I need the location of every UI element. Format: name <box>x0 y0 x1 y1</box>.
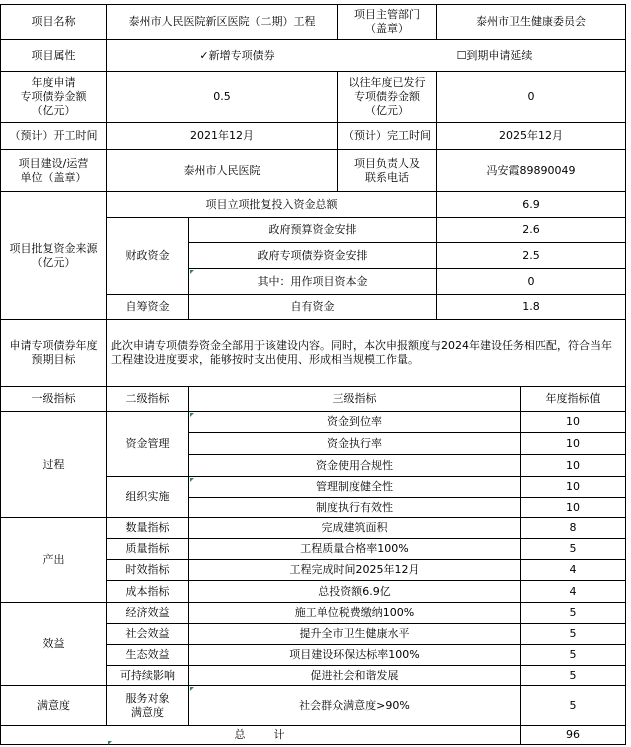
comment-marker-icon <box>190 478 194 482</box>
level1-output: 产出 <box>0 518 107 603</box>
comment-marker-icon <box>190 270 194 274</box>
level3-row: 完成建筑面积 <box>189 518 521 539</box>
level3-value: 5 <box>521 686 626 726</box>
level2-org-impl: 组织实施 <box>107 477 189 518</box>
project-attr <box>107 40 626 72</box>
level3-row: 制度执行有效性 <box>189 498 521 518</box>
level3-row: 资金执行率 <box>189 433 521 455</box>
unit: 泰州市人民医院 <box>107 150 338 192</box>
self-funding-label: 自筹资金 <box>107 295 189 320</box>
dept-label: 项目主管部门 （盖章） <box>338 4 437 40</box>
start-time: 2021年12月 <box>107 123 338 150</box>
level2-ecological: 生态效益 <box>107 645 189 666</box>
level1-satisfaction: 满意度 <box>0 686 107 726</box>
issued-label: 以往年度已发行 专项债券金额 （亿元） <box>338 72 437 123</box>
level3-value: 5 <box>521 539 626 560</box>
contact-label: 项目负责人及 联系电话 <box>338 150 437 192</box>
total-value: 96 <box>521 726 626 745</box>
level2-quality: 质量指标 <box>107 539 189 560</box>
level3-value: 8 <box>521 518 626 539</box>
capital-label: 其中：用作项目资本金 <box>189 269 437 295</box>
level3-row: 施工单位税费缴纳100% <box>189 603 521 624</box>
bond-label: 政府专项债券资金安排 <box>189 243 437 269</box>
comment-marker-icon <box>190 413 194 417</box>
level3-value: 5 <box>521 666 626 686</box>
level2-economic: 经济效益 <box>107 603 189 624</box>
level3-row: 项目建设环保达标率100% <box>189 645 521 666</box>
level3-row: 工程完成时间2025年12月 <box>189 560 521 581</box>
level2-service-satisfaction: 服务对象 满意度 <box>107 686 189 726</box>
level3-row: 管理制度健全性 <box>189 477 521 498</box>
dept: 泰州市卫生健康委员会 <box>437 4 626 40</box>
attr-new-checkbox: ✓新增专项债券 <box>199 48 275 62</box>
level3-value: 5 <box>521 603 626 624</box>
level3-row: 社会群众满意度>90% <box>189 686 521 726</box>
level1-benefit: 效益 <box>0 603 107 686</box>
header-value: 年度指标值 <box>521 387 626 412</box>
attr-extend-checkbox: ☐到期申请延续 <box>456 48 533 62</box>
level3-value: 4 <box>521 560 626 581</box>
end-time: 2025年12月 <box>437 123 626 150</box>
own-funds: 1.8 <box>437 295 626 320</box>
level2-social: 社会效益 <box>107 624 189 645</box>
level3-value: 10 <box>521 412 626 433</box>
level3-value: 5 <box>521 624 626 645</box>
capital: 0 <box>437 269 626 295</box>
level3-value: 4 <box>521 581 626 603</box>
level1-process: 过程 <box>0 412 107 518</box>
level3-row: 总投资额6.9亿 <box>189 581 521 603</box>
end-label: （预计）完工时间 <box>338 123 437 150</box>
goal-text: 此次申请专项债券资金全部用于该建设内容。同时，本次申报额度与2024年建设任务相匹配，符合当年工程建设进度要求，能够按时支出使用、形成相当规模工作量。 <box>107 320 626 387</box>
header-level2: 二级指标 <box>107 387 189 412</box>
funding-label: 项目批复资金来源 （亿元） <box>0 192 107 320</box>
goal-label: 申请专项债券年度 预期目标 <box>0 320 107 387</box>
level2-timeliness: 时效指标 <box>107 560 189 581</box>
level3-value: 5 <box>521 645 626 666</box>
comment-marker-icon <box>190 687 194 691</box>
amount: 0.5 <box>107 72 338 123</box>
comment-marker-icon <box>108 741 112 745</box>
fiscal-label: 财政资金 <box>107 218 189 295</box>
budget-label: 政府预算资金安排 <box>189 218 437 243</box>
project-attr-label: 项目属性 <box>0 40 107 72</box>
funding-total-label: 项目立项批复投入资金总额 <box>107 192 437 218</box>
level3-value: 10 <box>521 477 626 498</box>
header-level1: 一级指标 <box>0 387 107 412</box>
project-name-label: 项目名称 <box>0 4 107 40</box>
start-label: （预计）开工时间 <box>0 123 107 150</box>
header-level3: 三级指标 <box>189 387 521 412</box>
contact: 冯安霞89890049 <box>437 150 626 192</box>
level2-cost: 成本指标 <box>107 581 189 603</box>
level3-value: 10 <box>521 498 626 518</box>
amount-label: 年度申请 专项债券金额 （亿元） <box>0 72 107 123</box>
level3-row: 资金使用合规性 <box>189 455 521 477</box>
level3-row: 提升全市卫生健康水平 <box>189 624 521 645</box>
bond: 2.5 <box>437 243 626 269</box>
level3-row: 工程质量合格率100% <box>189 539 521 560</box>
budget: 2.6 <box>437 218 626 243</box>
funding-total: 6.9 <box>437 192 626 218</box>
project-name: 泰州市人民医院新区医院（二期）工程 <box>107 4 338 40</box>
total-label: 总 计 <box>0 726 521 745</box>
level3-value: 10 <box>521 455 626 477</box>
unit-label: 项目建设/运营 单位（盖章） <box>0 150 107 192</box>
level3-row: 资金到位率 <box>189 412 521 433</box>
level3-row: 促进社会和谐发展 <box>189 666 521 686</box>
level3-value: 10 <box>521 433 626 455</box>
issued: 0 <box>437 72 626 123</box>
level2-quantity: 数量指标 <box>107 518 189 539</box>
level2-fund-mgmt: 资金管理 <box>107 412 189 477</box>
level2-sustainable: 可持续影响 <box>107 666 189 686</box>
own-funds-label: 自有资金 <box>189 295 437 320</box>
